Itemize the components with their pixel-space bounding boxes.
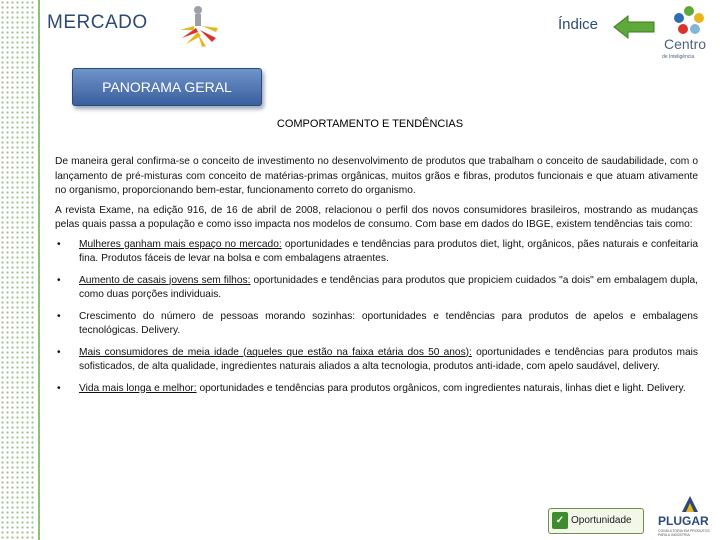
plugar-subtitle: CONSULTORIA EM PRODUTOS PARA A INDÚSTRIA bbox=[658, 529, 710, 537]
section-subtitle: COMPORTAMENTO E TENDÊNCIAS bbox=[276, 118, 464, 130]
decorative-dot-stripe bbox=[0, 0, 36, 540]
bullet-lead: Mais consumidores de meia idade (aqueles que estão na faixa etária dos 50 anos): bbox=[79, 346, 472, 358]
bullet-text: Crescimento do número de pessoas morando sozinhas: oportunidades e tendências para produtos de apelos e embalagens tecnológicas. Delivery. bbox=[79, 310, 698, 336]
list-item bbox=[55, 382, 698, 397]
bullet: • bbox=[57, 238, 61, 250]
list-item bbox=[55, 310, 698, 339]
bullet: • bbox=[57, 382, 61, 394]
list-item bbox=[55, 238, 698, 267]
logo-subtitle: de Inteligência bbox=[662, 54, 695, 60]
page-title: MERCADO bbox=[47, 12, 148, 33]
logo-name: Centro bbox=[664, 36, 707, 52]
people-group-icon bbox=[176, 4, 220, 48]
opportunity-icon: ✓ bbox=[552, 512, 568, 529]
bullet: • bbox=[57, 346, 61, 358]
index-link[interactable]: Índice bbox=[558, 16, 599, 33]
bullet-lead: Aumento de casais jovens sem filhos: bbox=[79, 274, 251, 286]
left-rule bbox=[38, 0, 40, 540]
bullet-lead: Vida mais longa e melhor: bbox=[79, 382, 197, 394]
bullet: • bbox=[57, 274, 61, 286]
list-item bbox=[55, 346, 698, 375]
list-item bbox=[55, 274, 698, 303]
bullet-text: oportunidades e tendências para produtos mais sofisticados, de alta qualidade, ingredientes naturais aliados a alta tecnologia, produtos anti-idade, com apelo saudável, delivery. bbox=[79, 346, 698, 372]
bullet-text: oportunidades e tendências para produtos que propiciem cuidados "a dois" em embalagem dupla, como duas porções individuais. bbox=[79, 274, 698, 300]
paragraph: A revista Exame, na edição 916, de 16 de abril de 2008, relacionou o perfil dos novos consumidores brasileiros, mostrando as mudanças pelas quais passa a população e como isso impacta nos modelos de consumo. Com base em dados do IBGE, existem tendências tais como: bbox=[55, 204, 698, 230]
bullet: • bbox=[57, 310, 61, 322]
plugar-logo bbox=[658, 494, 720, 540]
body-text bbox=[55, 155, 698, 403]
plugar-mark-icon bbox=[678, 494, 702, 514]
bullet-text: oportunidades e tendências para produtos diet, light, orgânicos, pães naturais e confeitaria fina. Produtos fáceis de levar na bolsa e com embalagens atraentes. bbox=[79, 238, 699, 264]
paragraph: De maneira geral confirma-se o conceito de investimento no desenvolvimento de produtos que trabalham o conceito de saudabilidade, com o lançamento de pré-misturas com conceito de matérias-primas orgânicas, muitos grãos e fibras, produtos funcionais e que atuam ativamente no organismo, proporcionando bem-estar, funcionamento correto do organismo. bbox=[55, 156, 698, 196]
trend-list bbox=[55, 238, 698, 397]
panorama-geral-button[interactable]: PANORAMA GERAL bbox=[72, 68, 262, 106]
opportunity-label: Oportunidade bbox=[571, 515, 632, 526]
opportunity-button[interactable] bbox=[548, 508, 644, 534]
bullet-text: oportunidades e tendências para produtos orgânicos, com ingredientes naturais, linhas diet e light. Delivery. bbox=[196, 382, 686, 394]
back-arrow-icon[interactable] bbox=[612, 14, 656, 40]
bullet-lead: Mulheres ganham mais espaço no mercado: bbox=[79, 238, 282, 250]
plugar-name: PLUGAR bbox=[658, 514, 709, 528]
